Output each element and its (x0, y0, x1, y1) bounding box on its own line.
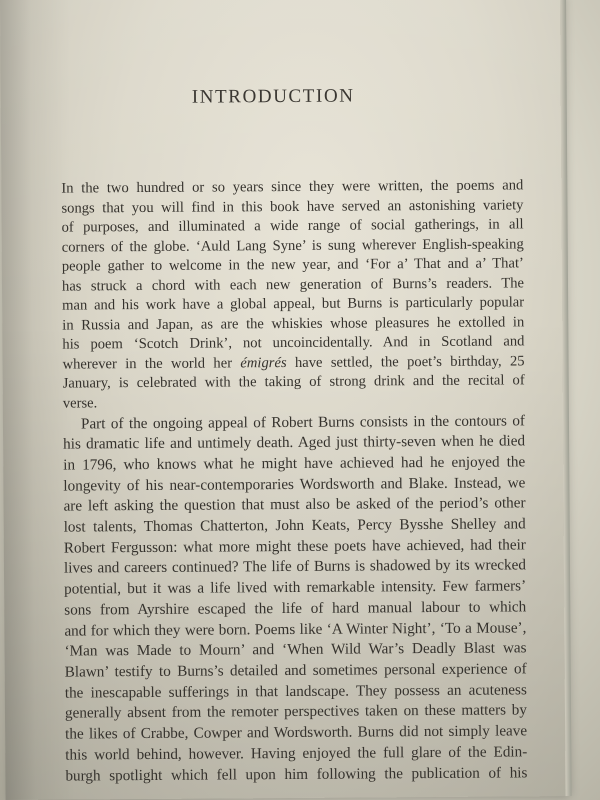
text-line: in 1796, who knows what he might have achieved had he enjoyed the (63, 453, 526, 474)
text-segment: have settled, the poet’s birthday, 25 (286, 353, 525, 371)
text-line: has struck a chord with each new generation of Burns’s readers. The (61, 275, 525, 295)
text-line: generally absent from the remoter perspectives taken on these matters by (64, 701, 528, 722)
text-line: sons from Ayrshire escaped the life of hard manual labour to which (64, 598, 527, 619)
text-line: ‘Man was Made to Mourn’ and ‘When Wild War’s Deadly Blast was (64, 639, 527, 660)
text-line: the inescapable sufferings in that landscape. They possess an acuteness (64, 681, 527, 702)
paragraph-2 (63, 411, 528, 787)
chapter-heading: INTRODUCTION (191, 85, 355, 108)
text-line: in Russia and Japan, as are the whiskies whose pleasures he extolled in (62, 314, 525, 334)
text-line: Part of the ongoing appeal of Robert Burns consists in the contours of (80, 411, 526, 433)
body-text (61, 176, 527, 786)
text-line: people gather to welcome in the new year, and ‘For a’ That and a’ That’ (61, 255, 524, 275)
text-line: Robert Fergusson: what more might these poets have achieved, had their (63, 536, 526, 557)
text-line: songs that you will find in this book have served an astonishing variety (61, 196, 524, 217)
text-line: potential, but it was a life lived with remarkable intensity. Few farmers’ (64, 577, 527, 598)
text-line: his poem ‘Scotch Drink’, not uncoincidentally. And in Scotland and (62, 333, 525, 353)
text-line: lives and careers continued? The life of Burns is shadowed by its wrecked (63, 556, 527, 578)
text-line: lost talents, Thomas Chatterton, John Keats, Percy Bysshe Shelley and (63, 515, 526, 536)
text-line: and for which they were born. Poems like ‘A Winter Night’, ‘To a Mouse’, (64, 618, 527, 640)
paragraph-1 (61, 176, 525, 414)
text-line: this world behind, however. Having enjoyed the full glare of the Edin- (65, 743, 528, 764)
italic-word: émigrés (240, 354, 287, 372)
text-line: corners of the globe. ‘Auld Lang Syne’ is sung wherever English-speaking (61, 235, 524, 256)
text-line: Blawn’ testify to Burns’s detailed and sometimes personal experience of (64, 660, 527, 681)
text-line: the likes of Crabbe, Cowper and Wordsworth. Burns did not simply leave (65, 722, 528, 743)
text-line: are left asking the question that must also be asked of the period’s other (63, 494, 526, 515)
text-line: man and his work have a global appeal, but Burns is particularly popular (62, 294, 525, 314)
text-line: his dramatic life and untimely death. Aged just thirty-seven when he died (63, 432, 526, 453)
text-segment: wherever in the world her (62, 355, 241, 373)
text-line: In the two hundred or so years since they were written, the poems and (61, 177, 524, 197)
text-line: January, is celebrated with the taking of strong drink and the recital of (62, 372, 525, 393)
text-line: of purposes, and illuminated a wide range of social gatherings, in all (61, 216, 524, 236)
text-line: verse. (62, 395, 98, 412)
text-line: longevity of his near-contemporaries Wordsworth and Blake. Instead, we (63, 474, 526, 495)
text-line: burgh spotlight which fell upon him following the publication of his (65, 763, 528, 785)
